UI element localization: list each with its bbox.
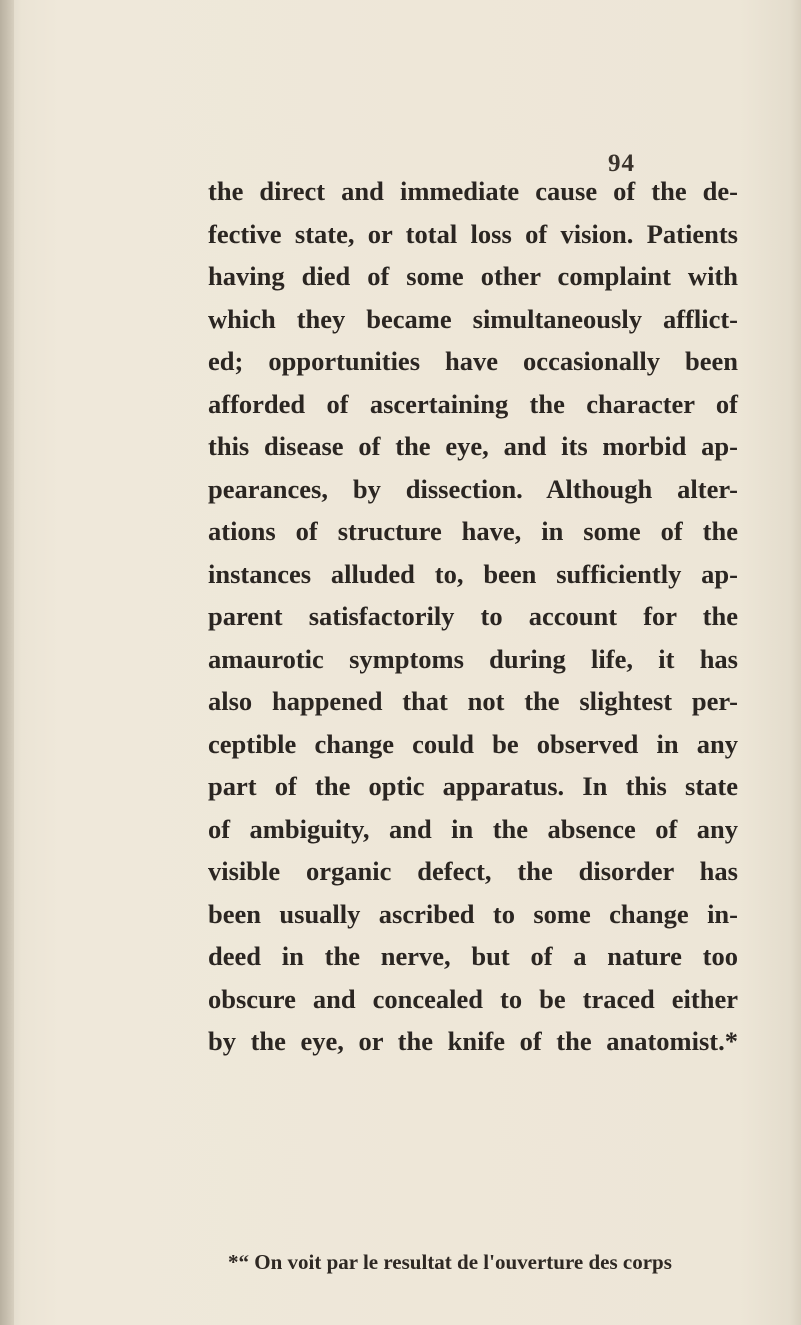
text-line: of ambiguity, and in the absence of any [208, 813, 738, 844]
text-line: afforded of ascertaining the character of [208, 388, 738, 419]
text-line: deed in the nerve, but of a nature too [208, 941, 738, 971]
text-line: parent satisfactorily to account for the [208, 601, 738, 631]
text-line: also happened that not the slightest per- [208, 686, 738, 716]
text-line: fective state, or total loss of vision. Patients [208, 218, 738, 249]
text-line: this disease of the eye, and its morbid ap- [208, 431, 738, 461]
text-line: amaurotic symptoms during life, it has [208, 643, 738, 674]
text-line: having died of some other complaint with [208, 261, 738, 291]
text-line: visible organic defect, the disorder has [208, 856, 738, 886]
page-number: 94 [608, 150, 635, 177]
body-text [208, 170, 738, 1063]
text-line: ed; opportunities have occasionally been [208, 346, 738, 376]
text-line: obscure and concealed to be traced either [208, 983, 738, 1014]
text-line: which they became simultaneously afflict- [208, 303, 738, 334]
text-line: pearances, by dissection. Although alter- [208, 473, 738, 504]
text-line: by the eye, or the knife of the anatomist.* [208, 1026, 738, 1056]
text-line: ations of structure have, in some of the [208, 516, 738, 546]
footnote: *“ On voit par le resultat de l'ouverture des corps [228, 1250, 672, 1274]
text-line: the direct and immediate cause of the de- [208, 176, 738, 206]
text-line: ceptible change could be observed in any [208, 728, 738, 759]
page-binding-edge [0, 0, 14, 1325]
text-line: part of the optic apparatus. In this state [208, 771, 738, 801]
text-line: instances alluded to, been sufficiently ap- [208, 558, 738, 589]
text-line: been usually ascribed to some change in- [208, 898, 738, 929]
